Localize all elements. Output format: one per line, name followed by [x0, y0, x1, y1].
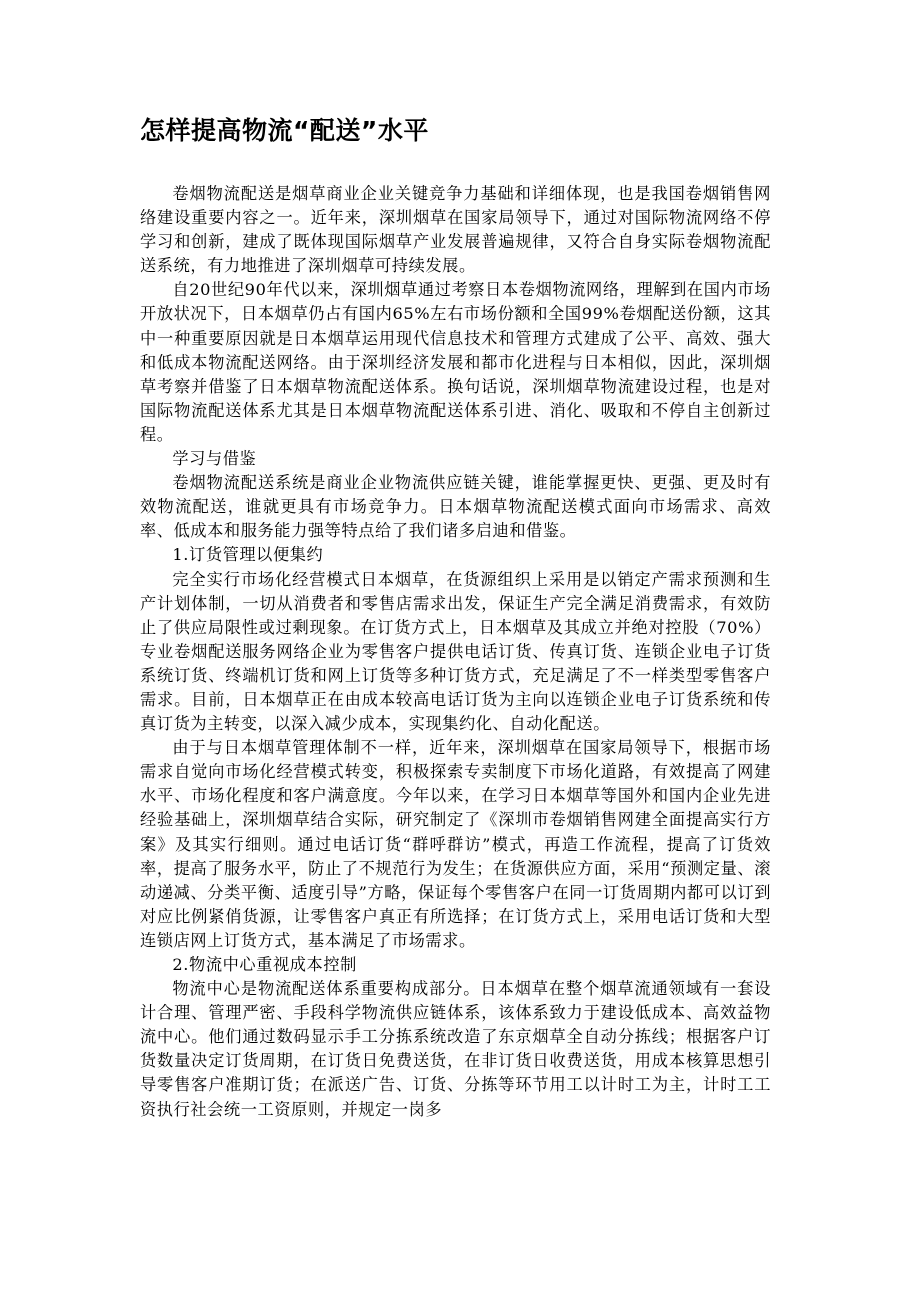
- paragraph-logistics-center: 物流中心是物流配送体系重要构成部分。日本烟草在整个烟草流通领域有一套设计合理、管理严密、手段科学物流供应链体系，该体系致力于建设低成本、高效益物流中心。他们通过数码显示手工分拣系统改造了东京烟草全自动分拣线；根据客户订货数量决定订货周期，在订货日免费送货，在非订货日收费送货，用成本核算思想引导零售客户准期订货；在派送广告、订货、分拣等环节用工以计时工为主，计时工工资执行社会统一工资原则，并规定一岗多: [140, 979, 771, 1119]
- section-heading-learning: 学习与借鉴: [172, 449, 257, 469]
- document-body: [140, 182, 771, 1122]
- subheading-logistics-center: 2.物流中心重视成本控制: [172, 955, 357, 974]
- paragraph-order-management-shenzhen: 由于与日本烟草管理体制不一样，近年来，深圳烟草在国家局领导下，根据市场需求自觉向市场化经营模式转变，积极探索专卖制度下市场化道路，有效提高了网建水平、市场化程度和客户满意度。今年以来，在学习日本烟草等国外和国内企业先进经验基础上，深圳烟草结合实际，研究制定了《深圳市卷烟销售网建全面提高实行方案》及其实行细则。通过电话订货“群呼群访”模式，再造工作流程，提高了订货效率，提高了服务水平，防止了不规范行为发生；在货源供应方面，采用“预测定量、滚动递减、分类平衡、适度引导”方略，保证每个零售客户在同一订货周期内都可以订到对应比例紧俏货源，让零售客户真正有所选择；在订货方式上，采用电话订货和大型连锁店网上订货方式，基本满足了市场需求。: [140, 738, 771, 950]
- paragraph-order-management-japan: 完全实行市场化经营模式日本烟草，在货源组织上采用是以销定产需求预测和生产计划体制，一切从消费者和零售店需求出发，保证生产完全满足消费需求，有效防止了供应局限性或过剩现象。在订货方式上，日本烟草及其成立并绝对控股（70%）专业卷烟配送服务网络企业为零售客户提供电话订货、传真订货、连锁企业电子订货系统订货、终端机订货和网上订货等多种订货方式，充足满足了不一样类型零售客户需求。目前，日本烟草正在由成本较高电话订货为主向以连锁企业电子订货系统和传真订货为主转变，以深入减少成本，实现集约化、自动化配送。: [140, 569, 771, 734]
- paragraph-intro: 卷烟物流配送是烟草商业企业关键竞争力基础和详细体现，也是我国卷烟销售网络建设重要内容之一。近年来，深圳烟草在国家局领导下，通过对国际物流网络不停学习和创新，建成了既体现国际烟草产业发展普遍规律，又符合自身实际卷烟物流配送系统，有力地推进了深圳烟草可持续发展。: [140, 184, 771, 276]
- document-title: 怎样提高物流“配送”水平: [140, 116, 429, 145]
- paragraph-background: 自20世纪90年代以来，深圳烟草通过考察日本卷烟物流网络，理解到在国内市场开放状况下，日本烟草仍占有国内65%左右市场份额和全国99%卷烟配送份额，这其中一种重要原因就是日本烟草运用现代信息技术和管理方式建成了公平、高效、强大和低成本物流配送网络。由于深圳经济发展和都市化进程与日本相似，因此，深圳烟草考察并借鉴了日本烟草物流配送体系。换句话说，深圳烟草物流建设过程，也是对国际物流配送体系尤其是日本烟草物流配送体系引进、消化、吸取和不停自主创新过程。: [140, 280, 771, 444]
- paragraph-learning: 卷烟物流配送系统是商业企业物流供应链关键，谁能掌握更快、更强、更及时有效物流配送，谁就更具有市场竞争力。日本烟草物流配送模式面向市场需求、高效率、低成本和服务能力强等特点给了我们诸多启迪和借鉴。: [140, 473, 771, 541]
- subheading-order-management: 1.订货管理以便集约: [172, 545, 324, 565]
